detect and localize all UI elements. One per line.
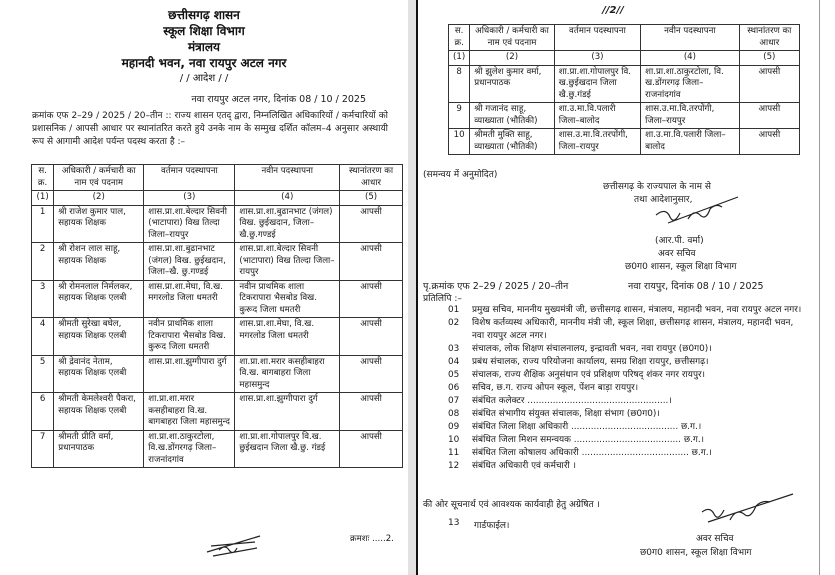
new-posting: नवीन प्राथमिक शाला टिकरापारा भैसबोड विख. कुरूद जिला धमतरी	[235, 280, 340, 318]
table-row	[32, 280, 403, 318]
forward-note: की ओर सूचनार्थ एवं आवश्यक कार्यवाही हेतु अग्रेषित ।	[423, 500, 600, 510]
header-ministry: मंत्रालय	[187, 40, 220, 54]
table-row	[32, 205, 403, 243]
column-number-row	[449, 51, 800, 66]
new-posting: शास.प्रा.शा.बुढानभाट (जंगल) विख. छुईखदान, जिला–खै.छु.गण्डई	[235, 205, 340, 243]
header-department: स्कूल शिक्षा विभाग	[163, 24, 245, 38]
copy-recipient: संचालक, लोक शिक्षण संचालनालय, इन्द्रावती भवन, नवा रायपुर (छ0ग0)।	[472, 344, 712, 354]
transfer-basis: आपसी	[340, 355, 403, 393]
table-row	[32, 355, 403, 393]
copy-number: 05	[448, 370, 460, 380]
order-page-1	[0, 0, 408, 575]
current-posting: शास.प्रा.शा.बुढानभाट (जंगल) विख. छुईखदान, जिला–खै. छु.गण्डई	[144, 243, 235, 281]
serial-number: 4	[32, 318, 54, 356]
table-row	[449, 103, 800, 129]
new-posting: शास.उ.मा.वि.तरपोंगी, जिला–रायपुर	[641, 103, 740, 129]
transfer-basis: आपसी	[340, 243, 403, 281]
copy-number: 10	[448, 435, 460, 445]
table-row	[32, 318, 403, 356]
col-header-basis: स्थानांतरण का आधार	[739, 25, 799, 51]
copy-list-item	[448, 304, 802, 317]
employee-name-designation: श्री द्रेवानंद नेताम, सहायक शिक्षक एलबी	[54, 355, 144, 393]
new-posting: शा.प्रा.शा.मरार कसहीबाहरा वि.ख. बागबाहरा जिला महासमुन्द	[235, 355, 340, 393]
signature-dated	[698, 490, 798, 534]
employee-name-designation: श्री रोमनलाल निर्मलकर, सहायक शिक्षक एलबी	[54, 280, 144, 318]
copy-recipient: प्रबंध संचालक, राज्य परियोजना कार्यालय, समग्र शिक्षा रायपुर, छत्तीसगढ़।	[472, 357, 709, 367]
transfer-basis: आपसी	[340, 280, 403, 318]
current-posting: शा.उ.मा.वि.पलारी जिला–बालोद	[554, 103, 640, 129]
table-row	[449, 129, 800, 155]
col-header-name: अधिकारी / कर्मचारी का नाम एवं पदनाम	[54, 165, 144, 191]
header-government: छत्तीसगढ़ शासन	[168, 8, 240, 22]
signatory-title: अवर सचिव	[658, 249, 696, 259]
copy-recipient: संबंधित संभागीय संयुक्त संचालक, शिक्षा संभाग (छ0ग0)।	[472, 409, 660, 419]
copy-number: 01	[448, 305, 460, 315]
employee-name-designation: श्री झुलेश कुमार वर्मा, प्रधानपाठक	[470, 65, 554, 103]
new-posting: शा.उ.मा.वि.पलारी जिला–बालोद	[641, 129, 740, 155]
current-posting: नवीन प्राथमिक शाला टिकरापारा भैसबोड विख. कुरूद जिला धमतरी	[144, 318, 235, 356]
copy-recipient: प्रमुख सचिव, माननीय मुख्यमंत्री जी, छत्तीसगढ़ शासन, मंत्रालय, महानदी भवन, नवा रायपुर अटल नगर।	[472, 305, 802, 315]
final-signatory-title: अवर सचिव	[696, 534, 734, 544]
approval-note: (समन्वय में अनुमोदित)	[423, 170, 498, 180]
copy-recipient: सचिव, छ.ग. राज्य ओपन स्कूल, पेंशन बाड़ा रायपुर।	[472, 383, 639, 393]
order-paragraph: क्रमांक एफ 2–29 / 2025 / 20–तीन :: राज्य शासन एतद् द्वारा, निम्नलिखित अधिकारियों / कर्मचारियों को प्रशासनिक / आपसी आधार पर स्थानांतरित करते हुये उनके नाम के सम्मुख दर्शित कॉलम–4 अनुसार अस्थायी रूप से आगामी आदेश पर्यन्त पदस्थ करता है :–	[32, 111, 388, 147]
page-edge	[819, 0, 820, 575]
guard-file: गार्डफाईल।	[474, 521, 510, 531]
continued-note: क्रमशः .....2.	[350, 534, 394, 544]
current-posting: शास.प्रा.शा.मेघा, वि.ख. मगरलोड जिला धमतरी	[144, 280, 235, 318]
table-row	[449, 65, 800, 103]
transfer-basis: आपसी	[340, 318, 403, 356]
new-posting: शास.प्रा.शा.झुग्गीपारा दुर्ग	[235, 393, 340, 431]
col-number: (4)	[641, 51, 740, 66]
current-posting: शास.उ.मा.वि.तरपोंगी, जिला–रायपुर	[554, 129, 640, 155]
table-row	[32, 430, 403, 468]
transfer-basis: आपसी	[340, 205, 403, 243]
table-row	[32, 393, 403, 431]
col-header-new: नवीन पदस्थापना	[235, 165, 340, 191]
serial-number: 5	[32, 355, 54, 393]
guard-file-number: 13	[448, 518, 460, 528]
copy-list-item	[448, 434, 802, 447]
endorsement-date: नवा रायपुर, दिनांक 08 / 10 / 2025	[628, 281, 764, 292]
new-posting: शास.प्रा.शा.मेघा, वि.ख. मगरलोड जिला धमतरी	[235, 318, 340, 356]
col-number: (1)	[449, 51, 470, 66]
initials-signature	[205, 530, 265, 564]
transfer-table-page1	[31, 164, 403, 468]
copy-recipient: संबंधित जिला कोषालय अधिकारी ...................................... छ.ग.।	[472, 448, 712, 458]
copy-list-item	[448, 382, 802, 395]
employee-name-designation: श्रीमती मुक्ति साहू, व्याख्याता (भौतिकी)	[470, 129, 554, 155]
current-posting: शा.प्रा.शा.ठाकुरटोला, वि.ख.डोंगरगढ़ जिला–राजनांदगांव	[144, 430, 235, 468]
col-number: (3)	[144, 191, 235, 206]
serial-number: 10	[449, 129, 470, 155]
employee-name-designation: श्री गजानंद साहू, व्याख्याता (भौतिकी)	[470, 103, 554, 129]
table-header-row	[449, 25, 800, 51]
copy-number: 12	[448, 461, 460, 471]
copy-number: 08	[448, 409, 460, 419]
final-signatory-department: छ0ग0 शासन, स्कूल शिक्षा विभाग	[640, 548, 752, 558]
employee-name-designation: श्रीमती केमलेश्वरी पैकरा, सहायक शिक्षक एलबी	[54, 393, 144, 431]
order-dateline: नवा रायपुर अटल नगर, दिनांक 08 / 10 / 2025	[191, 94, 366, 105]
copy-list-item	[448, 369, 802, 382]
col-header-name: अधिकारी / कर्मचारी का नाम एवं पदनाम	[470, 25, 554, 51]
transfer-basis: आपसी	[739, 103, 799, 129]
copy-list-item	[448, 460, 802, 473]
copy-list	[448, 304, 802, 473]
serial-number: 3	[32, 280, 54, 318]
current-posting: शास.प्रा.शा.बेल्दार सिवनी (भाटापारा) विख तिल्दा जिला–रायपुर	[144, 205, 235, 243]
transfer-basis: आपसी	[340, 393, 403, 431]
transfer-basis: आपसी	[340, 430, 403, 468]
order-page-2	[418, 0, 808, 575]
employee-name-designation: श्री रोशन लाल साहू, सहायक शिक्षक	[54, 243, 144, 281]
transfer-table-page2	[448, 24, 800, 155]
transfer-basis: आपसी	[739, 129, 799, 155]
copy-recipient: विशेष कर्तव्यस्थ अधिकारी, माननीय मंत्री जी, स्कूल शिक्षा, छत्तीसगढ़ शासन, मंत्रालय, महानदी भवन, नवा रायपुर अटल नगर।	[472, 318, 794, 341]
serial-number: 8	[449, 65, 470, 103]
endorsement-number: पृ.क्रमांक एफ 2–29 / 2025 / 20–तीन	[423, 281, 569, 292]
employee-name-designation: श्रीमती प्रीति वर्मा, प्रधानपाठक	[54, 430, 144, 468]
transfer-basis: आपसी	[739, 65, 799, 103]
table-row	[32, 243, 403, 281]
employee-name-designation: श्री राजेश कुमार पाल, सहायक शिक्षक	[54, 205, 144, 243]
page-gutter	[408, 0, 416, 575]
page-number: //2//	[602, 5, 624, 16]
current-posting: शा.प्रा.शा.गोपालपुर वि. ख.छुईखदान जिला खै.छु.गंडई	[554, 65, 640, 103]
col-header-new: नवीन पदस्थापना	[641, 25, 740, 51]
copy-recipient: संबंधित जिला शिक्षा अधिकारी ...................................... छ.ग.।	[472, 422, 702, 432]
serial-number: 6	[32, 393, 54, 431]
header-address: महानदी भवन, नवा रायपुर अटल नगर	[121, 56, 287, 70]
copy-list-item	[448, 395, 802, 408]
serial-number: 2	[32, 243, 54, 281]
governor-line-1: छत्तीसगढ़ के राज्यपाल के नाम से	[603, 182, 711, 192]
employee-name-designation: श्रीमती सुरेखा बघेल, सहायक शिक्षक एलबी	[54, 318, 144, 356]
copy-list-item	[448, 317, 802, 343]
serial-number: 7	[32, 430, 54, 468]
copy-number: 04	[448, 357, 460, 367]
copy-list-item	[448, 356, 802, 369]
copy-list-item	[448, 421, 802, 434]
col-header-basis: स्थानांतरण का आधार	[340, 165, 403, 191]
copy-list-item	[448, 343, 802, 356]
copy-label: प्रतिलिपि :–	[423, 294, 462, 304]
col-number: (4)	[235, 191, 340, 206]
new-posting: शा.प्रा.शा.गोपालपुर वि.ख. छुईखदान जिला खै.छु. गंडई	[235, 430, 340, 468]
serial-number: 1	[32, 205, 54, 243]
new-posting: शा.प्रा.शा.ठाकुरटोला, वि. ख.डोंगरगढ़ जिला–राजनांदगांव	[641, 65, 740, 103]
table-header-row	[32, 165, 403, 191]
col-header-current: वर्तमान पदस्थापना	[554, 25, 640, 51]
copy-number: 07	[448, 396, 460, 406]
copy-number: 03	[448, 344, 460, 354]
copy-recipient: संचालक, राज्य शैक्षिक अनुसंधान एवं प्रशिक्षण परिषद् शंकर नगर रायपुर।	[472, 370, 705, 380]
copy-list-item	[448, 408, 802, 421]
col-number: (5)	[739, 51, 799, 66]
col-number: (2)	[54, 191, 144, 206]
governor-line-2: तथा आदेशानुसार,	[634, 195, 693, 205]
new-posting: शास.प्रा.शा.बेल्दार सिवनी (भाटापारा) विख तिल्दा जिला–रायपुर	[235, 243, 340, 281]
col-header-sn: स. क्र.	[32, 165, 54, 191]
col-number: (2)	[470, 51, 554, 66]
copy-number: 02	[448, 318, 460, 328]
col-header-sn: स. क्र.	[449, 25, 470, 51]
copy-recipient: संबंधित कलेक्टर ..................................................।	[472, 396, 672, 406]
col-header-current: वर्तमान पदस्थापना	[144, 165, 235, 191]
serial-number: 9	[449, 103, 470, 129]
order-title: / / आदेश / /	[179, 73, 229, 84]
signatory-name: (आर.पी. वर्मा)	[655, 236, 704, 246]
column-number-row	[32, 191, 403, 206]
col-number: (3)	[554, 51, 640, 66]
copy-number: 11	[448, 448, 460, 458]
signatory-department: छ0ग0 शासन, स्कूल शिक्षा विभाग	[625, 262, 737, 272]
col-number: (1)	[32, 191, 54, 206]
col-number: (5)	[340, 191, 403, 206]
copy-number: 09	[448, 422, 460, 432]
copy-recipient: संबंधित जिला मिशन समन्वयक ...................................... छ.ग.।	[472, 435, 705, 445]
current-posting: शास.प्रा.शा.झुग्गीपारा दुर्ग	[144, 355, 235, 393]
copy-list-item	[448, 447, 802, 460]
copy-recipient: संबंधित अधिकारी एवं कर्मचारी ।	[472, 461, 576, 471]
current-posting: शा.प्रा.शा.मरार कसहीबाहरा वि.ख. बागबाहरा जिला महासमुन्द	[144, 393, 235, 431]
copy-number: 06	[448, 383, 460, 393]
